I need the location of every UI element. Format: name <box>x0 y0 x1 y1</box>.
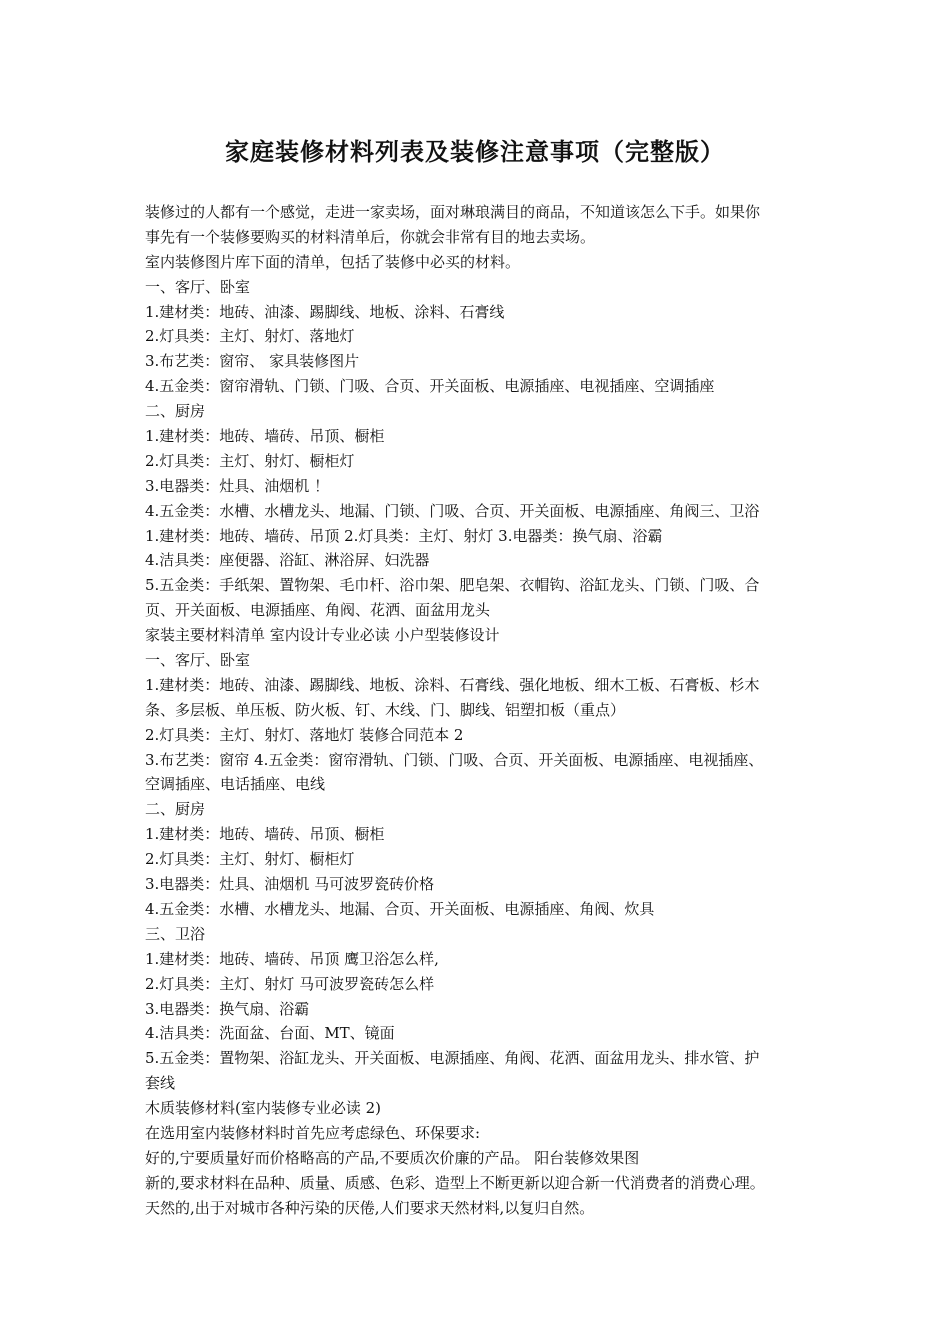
text-line: 2.灯具类：主灯、射灯、橱柜灯 <box>145 451 355 470</box>
text-line: 2.灯具类：主灯、射灯 马可波罗瓷砖怎么样 <box>145 974 435 993</box>
text-line: 5.五金类：置物架、浴缸龙头、开关面板、电源插座、角阀、花洒、面盆用龙头、排水管、护 <box>145 1049 760 1068</box>
text-line: 4.五金类：窗帘滑轨、门锁、门吸、合页、开关面板、电源插座、电视插座、空调插座 <box>145 377 715 396</box>
text-line: 1.建材类：地砖、墙砖、吊顶、橱柜 <box>145 825 385 844</box>
text-line: 1.建材类：地砖、墙砖、吊顶 2.灯具类：主灯、射灯 3.电器类：换气扇、浴霸 <box>145 526 663 545</box>
document-body <box>145 200 807 1221</box>
text-line: 室内装修图片库下面的清单，包括了装修中必买的材料。 <box>145 252 521 271</box>
text-line: 4.五金类：水槽、水槽龙头、地漏、门锁、门吸、合页、开关面板、电源插座、角阀三、卫浴 <box>145 501 760 520</box>
text-line: 1.建材类：地砖、墙砖、吊顶 鹰卫浴怎么样, <box>145 949 439 968</box>
text-line: 5.五金类：手纸架、置物架、毛巾杆、浴巾架、肥皂架、衣帽钩、浴缸龙头、门锁、门吸、合 <box>145 576 760 595</box>
text-line: 1.建材类：地砖、油漆、踢脚线、地板、涂料、石膏线 <box>145 302 505 321</box>
text-line: 二、厨房 <box>145 800 206 819</box>
text-line: 3.布艺类：窗帘 4.五金类：窗帘滑轨、门锁、门吸、合页、开关面板、电源插座、电视插座、 <box>145 750 764 769</box>
text-line: 2.灯具类：主灯、射灯、橱柜灯 <box>145 850 355 869</box>
text-line: 事先有一个装修要购买的材料清单后，你就会非常有目的地去卖场。 <box>145 227 596 246</box>
text-line: 1.建材类：地砖、墙砖、吊顶、橱柜 <box>145 427 385 446</box>
document-title: 家庭装修材料列表及装修注意事项（完整版） <box>225 137 725 166</box>
text-line: 2.灯具类：主灯、射灯、落地灯 装修合同范本 2 <box>145 725 464 744</box>
text-line: 三、卫浴 <box>145 924 206 943</box>
text-line: 3.布艺类：窗帘、 家具装修图片 <box>145 352 360 371</box>
text-line: 4.洁具类：座便器、浴缸、淋浴屏、妇洗器 <box>145 551 430 570</box>
text-line: 好的,宁要质量好而价格略高的产品,不要质次价廉的产品。 阳台装修效果图 <box>145 1148 640 1167</box>
text-line: 家装主要材料清单 室内设计专业必读 小户型装修设计 <box>145 626 500 645</box>
text-line: 新的,要求材料在品种、质量、质感、色彩、造型上不断更新以迎合新一代消费者的消费心理。 <box>145 1173 765 1192</box>
text-line: 二、厨房 <box>145 402 206 421</box>
text-line: 木质装修材料(室内装修专业必读 2) <box>145 1099 382 1118</box>
text-line: 条、多层板、单压板、防火板、钉、木线、门、脚线、铝塑扣板（重点） <box>145 700 626 719</box>
text-line: 装修过的人都有一个感觉，走进一家卖场，面对琳琅满目的商品，不知道该怎么下手。如果你 <box>145 203 761 221</box>
text-line: 一、客厅、卧室 <box>145 277 251 296</box>
text-line: 天然的,出于对城市各种污染的厌倦,人们要求天然材料,以复归自然。 <box>145 1198 595 1217</box>
text-line: 4.洁具类：洗面盆、台面、MT、镜面 <box>145 1024 395 1043</box>
text-line: 一、客厅、卧室 <box>145 651 251 670</box>
text-line: 3.电器类：灶具、油烟机 马可波罗瓷砖价格 <box>145 875 435 894</box>
text-line: 在选用室内装修材料时首先应考虑绿色、环保要求: <box>145 1123 481 1142</box>
text-line: 3.电器类：灶具、油烟机 ！ <box>145 476 330 495</box>
text-line: 空调插座、电话插座、电线 <box>145 775 326 794</box>
text-line: 1.建材类：地砖、油漆、踢脚线、地板、涂料、石膏线、强化地板、细木工板、石膏板、杉木 <box>145 675 760 694</box>
text-line: 套线 <box>145 1074 176 1093</box>
text-line: 4.五金类：水槽、水槽龙头、地漏、合页、开关面板、电源插座、角阀、炊具 <box>145 899 655 918</box>
text-line: 3.电器类：换气扇、浴霸 <box>145 999 310 1018</box>
text-line: 2.灯具类：主灯、射灯、落地灯 <box>145 327 355 346</box>
text-line: 页、开关面板、电源插座、角阀、花洒、面盆用龙头 <box>145 601 491 620</box>
